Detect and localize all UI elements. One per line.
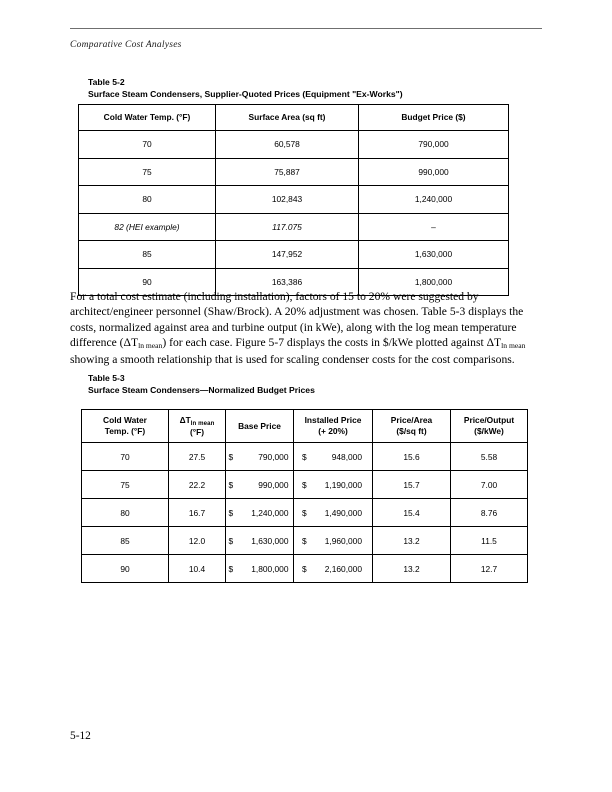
cell-surface-area: 60,578	[216, 131, 359, 159]
table-row	[82, 555, 528, 583]
column-header-line-2: Temp. (°F)	[104, 426, 146, 436]
amount: 990,000	[258, 479, 289, 490]
cell-installed-price	[294, 555, 373, 583]
table-5-3-caption	[88, 372, 315, 396]
column-header-line-1: Installed Price	[304, 415, 362, 425]
paragraph-text-part-3: showing a smooth relationship that is used for scaling condenser costs for the cost comparisons.	[70, 352, 515, 366]
cell-base-price	[226, 555, 294, 583]
cell-budget-price: 990,000	[359, 158, 509, 186]
table-5-3-header-row	[82, 410, 528, 443]
table-5-3-caption-number: Table 5-3	[88, 373, 125, 383]
cell-base-price	[226, 443, 294, 471]
cell-delta-t: 10.4	[169, 555, 226, 583]
cell-cold-water-temp: 70	[82, 443, 169, 471]
currency-symbol: $	[302, 507, 307, 518]
cell-price-output: 11.5	[451, 527, 528, 555]
delta-t-symbol: ΔT	[179, 414, 191, 425]
cell-cold-water-temp: 80	[79, 186, 216, 214]
cell-surface-area: 117.075	[216, 213, 359, 241]
cell-cold-water-temp: 80	[82, 499, 169, 527]
cell-base-price	[226, 527, 294, 555]
amount: 1,960,000	[324, 535, 362, 546]
cell-budget-price: 790,000	[359, 131, 509, 159]
cell-price-output: 7.00	[451, 471, 528, 499]
cell-cold-water-temp: 75	[79, 158, 216, 186]
table-row	[82, 443, 528, 471]
column-header-line-2: ($/kWe)	[474, 426, 504, 436]
cell-price-area: 15.6	[373, 443, 451, 471]
table-5-2-caption	[88, 76, 403, 100]
delta-t-symbol: ΔT	[486, 336, 502, 350]
amount: 1,630,000	[251, 535, 289, 546]
delta-t-subscript: ln mean	[501, 341, 526, 351]
currency-symbol: $	[228, 507, 234, 518]
delta-t-symbol: ΔT	[123, 336, 139, 350]
table-row	[79, 186, 509, 214]
cell-budget-price: 1,630,000	[359, 241, 509, 269]
currency-symbol: $	[302, 451, 307, 462]
column-header-base-price	[226, 410, 294, 443]
delta-t-subscript: ln mean	[190, 419, 215, 427]
column-header-line-2: (°F)	[189, 426, 205, 437]
paragraph-text-part-2: ) for each case. Figure 5-7 displays the costs in $/kWe plotted against	[162, 336, 487, 350]
delta-t-subscript: ln mean	[138, 341, 163, 351]
cell-installed-price	[294, 527, 373, 555]
amount: 2,160,000	[324, 563, 362, 574]
cell-installed-price	[294, 443, 373, 471]
cell-delta-t: 12.0	[169, 527, 226, 555]
currency-symbol: $	[228, 535, 234, 546]
column-header-installed-price	[294, 410, 373, 443]
cell-cold-water-temp: 85	[82, 527, 169, 555]
column-header-cold-water-temp: Cold Water Temp. (°F)	[79, 105, 216, 131]
column-header-price-output	[451, 410, 528, 443]
cell-price-area: 13.2	[373, 555, 451, 583]
cell-budget-price: 1,800,000	[359, 268, 509, 296]
column-header-line-1: Price/Area	[390, 415, 433, 425]
table-5-3-caption-title: Surface Steam Condensers—Normalized Budget Prices	[88, 385, 315, 396]
cell-cold-water-temp: 85	[79, 241, 216, 269]
cell-base-price	[226, 471, 294, 499]
amount: 1,190,000	[324, 479, 362, 490]
table-row	[82, 471, 528, 499]
cell-delta-t: 16.7	[169, 499, 226, 527]
column-header-line-2: (+ 20%)	[318, 426, 348, 436]
currency-symbol: $	[302, 535, 307, 546]
header-rule	[70, 28, 542, 29]
cell-surface-area: 147,952	[216, 241, 359, 269]
table-row	[82, 527, 528, 555]
cell-price-output: 8.76	[451, 499, 528, 527]
amount: 1,240,000	[251, 507, 289, 518]
table-row	[82, 499, 528, 527]
cell-cold-water-temp: 90	[82, 555, 169, 583]
currency-symbol: $	[302, 563, 307, 574]
table-5-3	[81, 409, 528, 583]
running-head: Comparative Cost Analyses	[70, 40, 182, 50]
table-5-2-caption-number: Table 5-2	[88, 77, 125, 87]
cell-base-price	[226, 499, 294, 527]
cell-installed-price	[294, 499, 373, 527]
cell-budget-price: 1,240,000	[359, 186, 509, 214]
cell-surface-area: 102,843	[216, 186, 359, 214]
cell-price-area: 15.4	[373, 499, 451, 527]
cell-cold-water-temp: 90	[79, 268, 216, 296]
column-header-line-1: Cold Water	[103, 415, 147, 425]
cell-installed-price	[294, 471, 373, 499]
currency-symbol: $	[228, 451, 234, 462]
cell-surface-area: 75,887	[216, 158, 359, 186]
amount: 948,000	[331, 451, 362, 462]
cell-cold-water-temp: 82 (HEI example)	[79, 213, 216, 241]
currency-symbol: $	[228, 479, 234, 490]
table-row-hei-example	[79, 213, 509, 241]
cell-price-output: 12.7	[451, 555, 528, 583]
body-paragraph	[70, 289, 542, 368]
cell-price-area: 13.2	[373, 527, 451, 555]
column-header-delta-t	[169, 410, 226, 443]
currency-symbol: $	[228, 563, 234, 574]
column-header-cold-water-temp	[82, 410, 169, 443]
page-number: 5-12	[70, 730, 91, 742]
cell-price-area: 15.7	[373, 471, 451, 499]
column-header-line-1: Price/Output	[463, 415, 515, 425]
paragraph-text-part-1: For a total cost estimate (including installation), factors of 15 to 20% were suggested by architect/engineer personnel (Shaw/Brock). A 20% adjustment was chosen. Table 5-3 displays the costs, normalized against area and turbine output (in kWe), along with the log mean temperature difference (	[70, 289, 524, 350]
cell-cold-water-temp: 70	[79, 131, 216, 159]
cell-price-output: 5.58	[451, 443, 528, 471]
cell-delta-t: 22.2	[169, 471, 226, 499]
column-header-price-area	[373, 410, 451, 443]
table-5-2-caption-title: Surface Steam Condensers, Supplier-Quoted Prices (Equipment "Ex-Works")	[88, 89, 403, 100]
column-header-budget-price: Budget Price ($)	[359, 105, 509, 131]
amount: 790,000	[258, 451, 289, 462]
table-row	[79, 241, 509, 269]
column-header-line-2: ($/sq ft)	[396, 426, 427, 436]
column-header-surface-area: Surface Area (sq ft)	[216, 105, 359, 131]
cell-cold-water-temp: 75	[82, 471, 169, 499]
column-header-line-1: Base Price	[238, 420, 281, 431]
currency-symbol: $	[302, 479, 307, 490]
amount: 1,800,000	[251, 563, 289, 574]
table-row	[79, 158, 509, 186]
table-5-2-header-row	[79, 105, 509, 131]
amount: 1,490,000	[324, 507, 362, 518]
table-row	[79, 131, 509, 159]
cell-surface-area: 163,386	[216, 268, 359, 296]
cell-delta-t: 27.5	[169, 443, 226, 471]
cell-budget-price: –	[359, 213, 509, 241]
table-5-2	[78, 104, 509, 296]
